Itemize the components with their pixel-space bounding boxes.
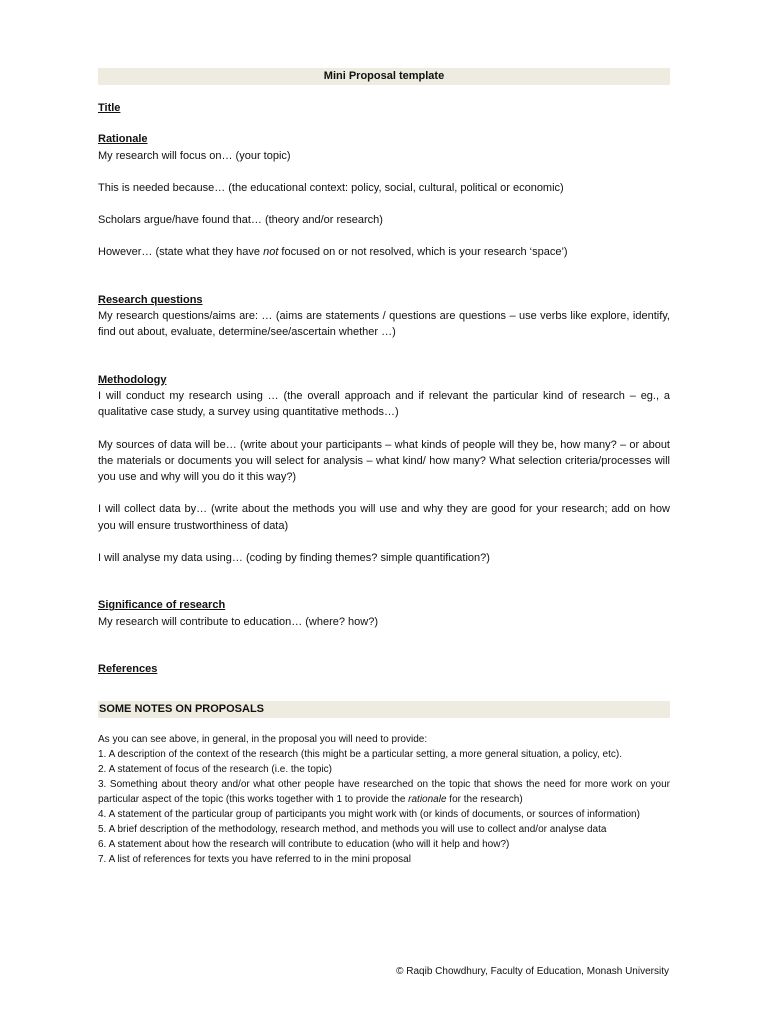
page-title-banner [98,68,670,85]
rationale-line-4-emphasis: not [263,246,279,259]
page-title: Mini Proposal template [323,70,445,82]
list-item [98,777,670,807]
rationale-line-1: My research will focus on… (your topic) [98,149,291,162]
list-item-end: for the research) [446,794,523,806]
notes-heading: SOME NOTES ON PROPOSALS [99,703,265,716]
methodology-paragraph-3: I will collect data by… (write about the methods you will use and why they are good for your research; add on how you will ensure trustworthiness of data) [98,503,670,532]
notes-intro: As you can see above, in general, in the proposal you will need to provide: [98,734,428,746]
notes-list [98,732,670,867]
list-item: 4. A statement of the particular group of participants you might work with (or kinds of documents, or sources of information) [98,809,640,821]
title-heading: Title [98,102,121,114]
list-item: 7. A list of references for texts you have referred to in the mini proposal [98,854,411,866]
document-page [98,68,670,867]
rationale-heading: Rationale [98,133,148,146]
list-item-start: 3. Something about theory and/or what other people have researched on the topic that shows the need for more work on your particular aspect of the topic (this works together with 1 to provide the [98,779,670,806]
rationale-line-4-end: focused on or not resolved, which is your research ‘space’) [278,246,568,259]
list-item: 1. A description of the context of the research (this might be a particular setting, a more general situation, a policy, etc). [98,749,622,761]
references-heading: References [98,662,158,675]
research-questions-text: My research questions/aims are: … (aims are statements / questions are questions – use verbs like explore, identify, find out about, evaluate, determine/see/ascertain whether …) [98,310,670,339]
significance-heading: Significance of research [98,599,226,612]
methodology-paragraph-1: I will conduct my research using … (the overall approach and if relevant the particular kind of research – eg., a qualitative case study, a survey using quantitative methods…) [98,389,670,419]
rationale-line-4 [98,244,670,260]
list-item: 5. A brief description of the methodology, research method, and methods you will use to collect and/or analyse data [98,824,607,836]
methodology-paragraph-4: I will analyse my data using… (coding by finding themes? simple quantification?) [98,552,490,565]
rationale-line-3: Scholars argue/have found that… (theory and/or research) [98,214,383,227]
notes-banner [98,701,670,718]
methodology-heading: Methodology [98,373,167,386]
list-item: 2. A statement of focus of the research (i.e. the topic) [98,764,333,776]
research-questions-heading: Research questions [98,293,203,306]
rationale-line-2: This is needed because… (the educational context: policy, social, cultural, political or economic) [98,181,564,194]
rationale-line-4-start: However… (state what they have [98,246,264,259]
significance-text: My research will contribute to education… (where? how?) [98,615,379,628]
list-item-emphasis: rationale [408,794,447,806]
list-item: 6. A statement about how the research will contribute to education (who will it help and how?) [98,839,510,851]
footer-credit: © Raqib Chowdhury, Faculty of Education, Monash University [396,966,669,977]
methodology-paragraph-2: My sources of data will be… (write about your participants – what kinds of people will they be, how many? – or about the materials or documents you will select for analysis – what kind/ how many? What selection criteria/processes will you use and why will you do it this way?) [98,438,670,484]
